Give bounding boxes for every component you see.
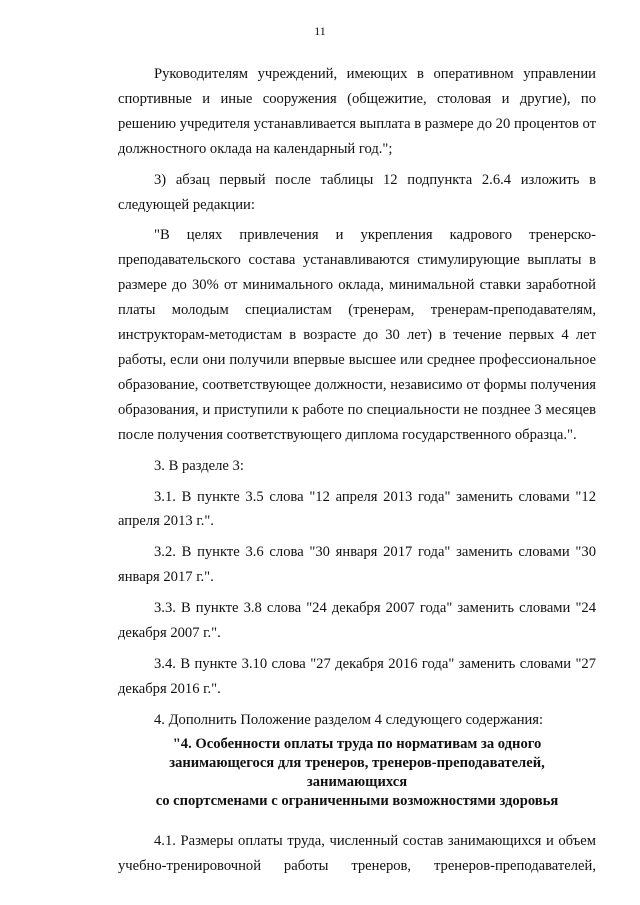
paragraph-4-1: 4.1. Размеры оплаты труда, численный состав занимающихся и объем учебно-тренировочной работы тренеров, тренеров-преподавателей, [118,832,596,874]
heading-line-1: "4. Особенности оплаты труда по нормативам за одного [172,735,542,752]
paragraph-stadium-payment: Руководителям учреждений, имеющих в оперативном управлении спортивные и иные сооружения (общежитие, столовая и другие), по решению учредителя устанавливается выплата в размере до 20 процентов от должностного оклада на календарный год."; [118,66,596,157]
document-body [118,62,596,878]
paragraph-3-1: 3.1. В пункте 3.5 слова "12 апреля 2013 года" заменить словами "12 апреля 2013 г.". [118,488,596,530]
paragraph-section-4-intro: 4. Дополнить Положение разделом 4 следующего содержания: [154,711,544,728]
paragraph-section-3: 3. В разделе 3: [154,457,244,474]
paragraph-amendment-3: 3) абзац первый после таблицы 12 подпункта 2.6.4 изложить в следующей редакции: [118,171,596,213]
paragraph-3-3: 3.3. В пункте 3.8 слова "24 декабря 2007 года" заменить словами "24 декабря 2007 г.". [118,600,596,642]
paragraph-young-specialists: "В целях привлечения и укрепления кадрового тренерско-преподавательского состава устанавливаются стимулирующие выплаты в размере до 30% от минимального оклада, минимальной ставки заработной платы молодым специалистам (тренерам, тренерам-преподавателям, инструкторам-методистам в возрасте до 30 лет) в течение первых 4 лет работы, если они получили впервые высшее или среднее профессиональное образование, соответствующее должности, независимо от формы получения образования, и приступили к работе по специальности не позднее 3 месяцев после получения соответствующего диплома государственного образца.". [118,227,596,443]
paragraph-3-4: 3.4. В пункте 3.10 слова "27 декабря 2016 года" заменить словами "27 декабря 2016 г.". [118,655,596,697]
section-4-heading [118,735,596,811]
paragraph-3-2: 3.2. В пункте 3.6 слова "30 января 2017 года" заменить словами "30 января 2017 г.". [118,544,596,586]
heading-line-2: занимающегося для тренеров, тренеров-преподавателей, занимающихся [169,754,545,790]
heading-line-3: со спортсменами с ограниченными возможностями здоровья [155,792,559,809]
page-number: 11 [314,24,326,38]
